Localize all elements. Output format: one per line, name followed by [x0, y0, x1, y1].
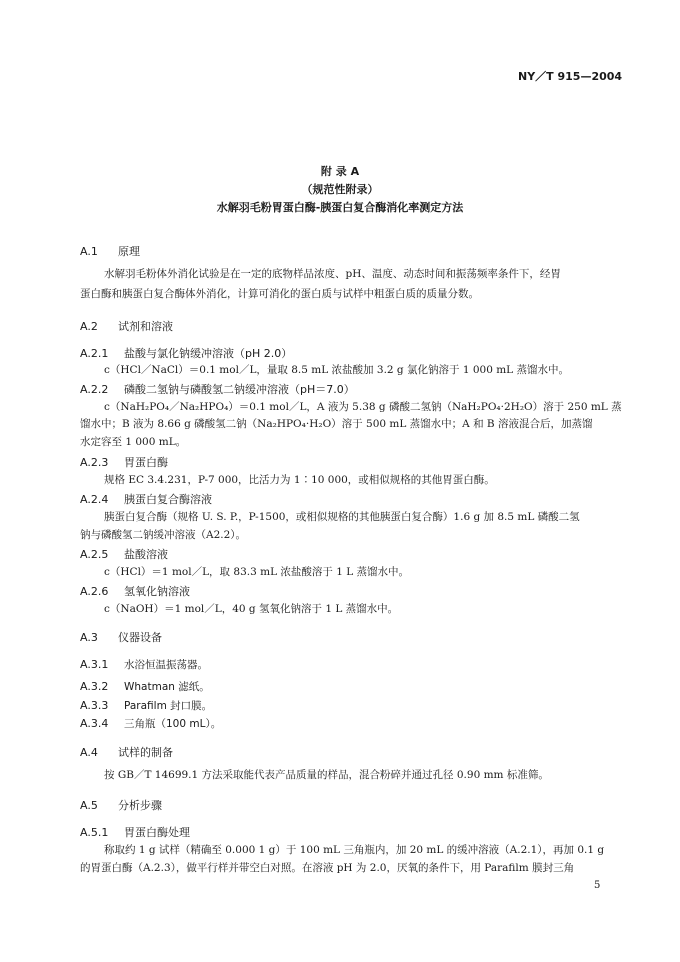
subsection-a33: [80, 697, 212, 715]
paragraph-line: 钠与磷酸氢二钠缓冲溶液（A2.2）。: [80, 529, 247, 541]
subsection-number: A.5.1: [80, 826, 109, 839]
paragraph-line: 称取约 1 g 试样（精确至 0.000 1 g）于 100 mL 三角瓶内，加 20 mL 的缓冲溶液（A.2.1），再加 0.1 g: [104, 844, 605, 856]
page-number: 5: [594, 880, 601, 891]
section-title: 原理: [118, 245, 140, 258]
subsection-a24-heading: [80, 491, 212, 507]
subsection-a31: [80, 656, 208, 674]
section-title: 试剂和溶液: [118, 320, 173, 333]
annex-type: （规范性附录）: [301, 183, 379, 196]
paragraph-line: 水定容至 1 000 mL。: [80, 436, 187, 448]
section-title: 试样的制备: [118, 746, 173, 759]
paragraph-line: 按 GB／T 14699.1 方法采取能代表产品质量的样品，混合粉碎并通过孔径 0.90 mm 标准筛。: [104, 769, 549, 781]
subsection-number: A.2.3: [80, 456, 109, 469]
subsection-text: Whatman 滤纸。: [124, 681, 210, 693]
section-a4-heading: [80, 744, 173, 760]
subsection-text: Parafilm 封口膜。: [124, 700, 213, 712]
subsection-title: 胃蛋白酶: [124, 456, 168, 469]
paragraph-line: c（HCl）＝1 mol／L，取 83.3 mL 浓盐酸溶于 1 L 蒸馏水中。: [104, 566, 410, 578]
paragraph-line: c（NaOH）＝1 mol／L，40 g 氢氧化钠溶于 1 L 蒸馏水中。: [104, 603, 399, 615]
subsection-title: 胰蛋白复合酶溶液: [124, 493, 212, 506]
subsection-number: A.2.4: [80, 493, 109, 506]
subsection-number: A.2.2: [80, 383, 109, 396]
section-number: A.5: [80, 799, 98, 812]
paragraph-line: 胰蛋白复合酶（规格 U. S. P.，P-1500，或相似规格的其他胰蛋白复合酶）1.6 g 加 8.5 mL 磷酸二氢: [104, 511, 580, 523]
paragraph-line: 蛋白酶和胰蛋白复合酶体外消化，计算可消化的蛋白质与试样中粗蛋白质的质量分数。: [80, 288, 479, 300]
subsection-number: A.2.5: [80, 548, 109, 561]
subsection-text: 水浴恒温振荡器。: [124, 659, 208, 671]
subsection-a51-heading: [80, 824, 190, 840]
section-title: 分析步骤: [118, 799, 162, 812]
subsection-text: 三角瓶（100 mL）。: [124, 718, 222, 730]
subsection-a23-heading: [80, 454, 168, 470]
subsection-number: A.3.1: [80, 658, 109, 671]
section-a1-heading: [80, 243, 140, 259]
paragraph-line: 规格 EC 3.4.231，P-7 000，比活力为 1∶10 000，或相似规格的其他胃蛋白酶。: [104, 474, 495, 486]
subsection-number: A.3.4: [80, 717, 109, 730]
section-number: A.2: [80, 320, 98, 333]
subsection-a22-heading: [80, 381, 355, 397]
subsection-a34: [80, 715, 221, 733]
annex-label: 附 录 A: [320, 165, 360, 178]
paragraph-line: c（HCl／NaCl）＝0.1 mol／L，量取 8.5 mL 浓盐酸加 3.2 g 氯化钠溶于 1 000 mL 蒸馏水中。: [104, 364, 569, 376]
subsection-title: 盐酸溶液: [124, 548, 168, 561]
subsection-a26-heading: [80, 583, 190, 599]
subsection-number: A.2.1: [80, 347, 109, 360]
subsection-a21-heading: [80, 345, 292, 361]
section-number: A.1: [80, 245, 98, 258]
subsection-title: 盐酸与氯化钠缓冲溶液（pH 2.0）: [124, 347, 293, 360]
section-a5-heading: [80, 797, 162, 813]
subsection-a32: [80, 678, 210, 696]
subsection-title: 磷酸二氢钠与磷酸氢二钠缓冲溶液（pH＝7.0）: [124, 383, 355, 396]
subsection-a25-heading: [80, 546, 168, 562]
section-a3-heading: [80, 629, 162, 645]
paragraph-line: 的胃蛋白酶（A.2.3），做平行样并带空白对照。在溶液 pH 为 2.0，厌氧的条件下，用 Parafilm 膜封三角: [80, 862, 575, 874]
section-a2-heading: [80, 318, 173, 334]
section-number: A.3: [80, 631, 98, 644]
subsection-number: A.3.2: [80, 680, 109, 693]
annex-title: 水解羽毛粉胃蛋白酶-胰蛋白复合酶消化率测定方法: [216, 201, 464, 214]
subsection-number: A.3.3: [80, 699, 109, 712]
subsection-title: 胃蛋白酶处理: [124, 826, 190, 839]
subsection-title: 氢氧化钠溶液: [124, 585, 190, 598]
paragraph-line: 水解羽毛粉体外消化试验是在一定的底物样品浓度、pH、温度、动态时间和振荡频率条件下，经胃: [104, 268, 561, 280]
section-title: 仪器设备: [118, 631, 162, 644]
standard-code: NY／T 915—2004: [518, 70, 623, 83]
subsection-number: A.2.6: [80, 585, 109, 598]
paragraph-line: 馏水中；B 液为 8.66 g 磷酸氢二钠（Na₂HPO₄·H₂O）溶于 500 mL 蒸馏水中；A 和 B 溶液混合后，加蒸馏: [80, 418, 593, 430]
section-number: A.4: [80, 746, 98, 759]
paragraph-line: c（NaH₂PO₄／Na₂HPO₄）＝0.1 mol／L，A 液为 5.38 g 磷酸二氢钠（NaH₂PO₄·2H₂O）溶于 250 mL 蒸: [104, 401, 622, 413]
